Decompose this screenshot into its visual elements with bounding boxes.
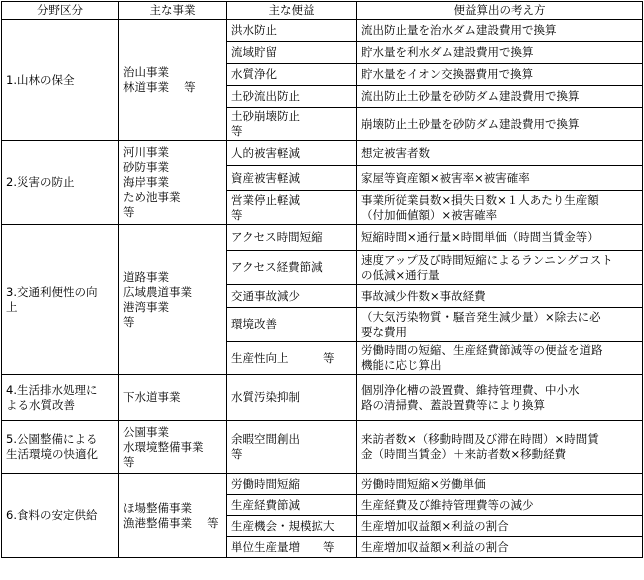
header-method: 便益算出の考え方	[357, 2, 643, 20]
projects-cell: 道路事業 広域農道事業 港湾事業 等	[119, 225, 227, 375]
category-cell: 5.公園整備による 生活環境の快適化	[2, 421, 119, 474]
header-category: 分野区分	[2, 2, 119, 20]
benefit-cell: 土砂流出防止	[227, 86, 357, 108]
category-cell: 6.食料の安定供給	[2, 474, 119, 558]
benefit-cell: 人的被害軽減	[227, 141, 357, 166]
table-row	[2, 375, 643, 421]
benefit-cell: 労働時間短縮	[227, 474, 357, 495]
method-cell: 貯水量をイオン交換器費用で換算	[357, 64, 643, 86]
projects-cell: ほ場整備事業 漁港整備事業 等	[119, 474, 227, 558]
benefit-cell: 流域貯留	[227, 42, 357, 64]
table-row	[2, 421, 643, 474]
benefit-cell: 余暇空間創出 等	[227, 421, 357, 474]
benefit-cell: 洪水防止	[227, 20, 357, 42]
method-cell: 来訪者数×（移動時間及び滞在時間）×時間賃 金（時間当賃金）＋来訪者数×移動経費	[357, 421, 643, 474]
header-row	[2, 2, 643, 20]
benefit-cell: 資産被害軽減	[227, 166, 357, 191]
category-cell: 3.交通利便性の向 上	[2, 225, 119, 375]
benefit-cell: 生産機会・規模拡大	[227, 516, 357, 537]
benefit-table	[1, 1, 643, 558]
method-cell: 個別浄化槽の設置費、維持管理費、中小水 路の清掃費、蓋設置費等により換算	[357, 375, 643, 421]
benefit-cell: 水質汚染抑制	[227, 375, 357, 421]
method-cell: 事故減少件数×事故経費	[357, 285, 643, 308]
header-projects: 主な事業	[119, 2, 227, 20]
header-benefit: 主な便益	[227, 2, 357, 20]
benefit-cell: アクセス経費節減	[227, 251, 357, 285]
method-cell: 貯水量を利水ダム建設費用で換算	[357, 42, 643, 64]
benefit-cell: 環境改善	[227, 308, 357, 342]
category-cell: 2.災害の防止	[2, 141, 119, 225]
method-cell: （大気汚染物質・騒音発生減少量）×除去に必 要な費用	[357, 308, 643, 342]
category-cell: 1.山林の保全	[2, 20, 119, 141]
projects-cell: 河川事業 砂防事業 海岸事業 ため池事業 等	[119, 141, 227, 225]
table-row	[2, 225, 643, 251]
method-cell: 生産増加収益額×利益の割合	[357, 537, 643, 558]
method-cell: 短縮時間×通行量×時間単価（時間当賃金等）	[357, 225, 643, 251]
table-row	[2, 20, 643, 42]
benefit-cell: 生産性向上 等	[227, 342, 357, 375]
benefit-cell: 水質浄化	[227, 64, 357, 86]
method-cell: 流出防止量を治水ダム建設費用で換算	[357, 20, 643, 42]
method-cell: 速度アップ及び時間短縮によるランニングコスト の低減×通行量	[357, 251, 643, 285]
projects-cell: 治山事業 林道事業 等	[119, 20, 227, 141]
method-cell: 労働時間の短縮、生産経費節減等の便益を道路 機能に応じ算出	[357, 342, 643, 375]
method-cell: 想定被害者数	[357, 141, 643, 166]
projects-cell: 下水道事業	[119, 375, 227, 421]
table-row	[2, 474, 643, 495]
method-cell: 生産増加収益額×利益の割合	[357, 516, 643, 537]
benefit-cell: 交通事故減少	[227, 285, 357, 308]
category-cell: 4.生活排水処理に よる水質改善	[2, 375, 119, 421]
benefit-cell: 単位生産量増 等	[227, 537, 357, 558]
method-cell: 生産経費及び維持管理費等の減少	[357, 495, 643, 516]
method-cell: 労働時間短縮×労働単価	[357, 474, 643, 495]
method-cell: 家屋等資産額×被害率×被害確率	[357, 166, 643, 191]
method-cell: 事業所従業員数×損失日数×１人あたり生産額 （付加価値額）×被害確率	[357, 191, 643, 225]
method-cell: 流出防止土砂量を砂防ダム建設費用で換算	[357, 86, 643, 108]
benefit-cell: アクセス時間短縮	[227, 225, 357, 251]
benefit-cell: 生産経費節減	[227, 495, 357, 516]
table-row	[2, 141, 643, 166]
method-cell: 崩壊防止土砂量を砂防ダム建設費用で換算	[357, 108, 643, 141]
table-body	[2, 20, 643, 558]
benefit-cell: 営業停止軽減 等	[227, 191, 357, 225]
projects-cell: 公園事業 水環境整備事業 等	[119, 421, 227, 474]
benefit-cell: 土砂崩壊防止 等	[227, 108, 357, 141]
